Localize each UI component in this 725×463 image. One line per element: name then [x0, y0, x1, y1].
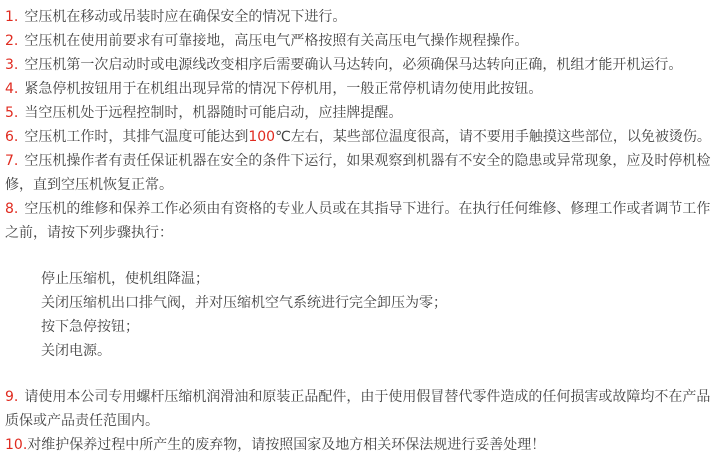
item-text: 空压机第一次启动时或电源线改变相序后需要确认马达转向，必须确保马达转向正确，机组才能开机运行。 — [24, 57, 683, 73]
item-text: 空压机操作者有责任保证机器在安全的条件下运行，如果观察到机器有不安全的隐患或异常现象，应及时停机检修，直到空压机恢复正常。 — [5, 153, 711, 193]
item-text: 空压机工作时，其排气温度可能达到 — [24, 129, 249, 145]
item-text: 对维护保养过程中所产生的废弃物，请按照国家及地方相关环保法规进行妥善处理！ — [27, 437, 546, 453]
shutdown-step: 按下急停按钮； — [41, 319, 139, 335]
item-number: 9. — [5, 389, 19, 405]
instruction-item — [5, 197, 723, 245]
item-number: 3. — [5, 57, 19, 73]
shutdown-steps-list — [5, 267, 723, 363]
instruction-list-bottom — [5, 385, 723, 457]
instruction-item — [5, 385, 723, 433]
item-number: 7. — [5, 153, 19, 169]
item-text: ℃左右，某些部位温度很高，请不要用手触摸这些部位，以免被烫伤。 — [275, 129, 711, 145]
instruction-item — [5, 29, 723, 53]
item-number: 8. — [5, 201, 19, 217]
item-text: 请使用本公司专用螺杆压缩机润滑油和原装正品配件，由于使用假冒替代零件造成的任何损害或故障均不在产品质保或产品责任范围内。 — [5, 389, 711, 429]
item-text: 空压机的维修和保养工作必须由有资格的专业人员或在其指导下进行。在执行任何维修、修理工作或者调节工作之前，请按下列步骤执行： — [5, 201, 711, 241]
item-text: 空压机在移动或吊装时应在确保安全的情况下进行。 — [24, 9, 347, 25]
instruction-item — [5, 53, 723, 77]
instruction-item — [5, 5, 723, 29]
item-number: 1. — [5, 9, 19, 25]
item-number: 10. — [5, 437, 28, 453]
instruction-item — [5, 149, 723, 197]
instruction-item — [5, 433, 723, 457]
item-number: 2. — [5, 33, 19, 49]
item-number: 4. — [5, 81, 19, 97]
item-number: 5. — [5, 105, 19, 121]
shutdown-step: 关闭电源。 — [41, 343, 111, 359]
item-number: 6. — [5, 129, 19, 145]
shutdown-step: 停止压缩机，使机组降温； — [41, 271, 209, 287]
item-text: 当空压机处于远程控制时，机器随时可能启动，应挂牌提醒。 — [24, 105, 403, 121]
instruction-item — [5, 125, 723, 149]
item-text: 紧急停机按钮用于在机组出现异常的情况下停机用，一般正常停机请勿使用此按钮。 — [24, 81, 543, 97]
shutdown-step: 关闭压缩机出口排气阀，并对压缩机空气系统进行完全卸压为零； — [41, 295, 447, 311]
item-text: 空压机在使用前要求有可靠接地，高压电气严格按照有关高压电气操作规程操作。 — [24, 33, 529, 49]
instruction-item — [5, 77, 723, 101]
item-highlight-number: 100 — [248, 129, 276, 145]
instruction-list-top — [5, 5, 723, 245]
instruction-item — [5, 101, 723, 125]
